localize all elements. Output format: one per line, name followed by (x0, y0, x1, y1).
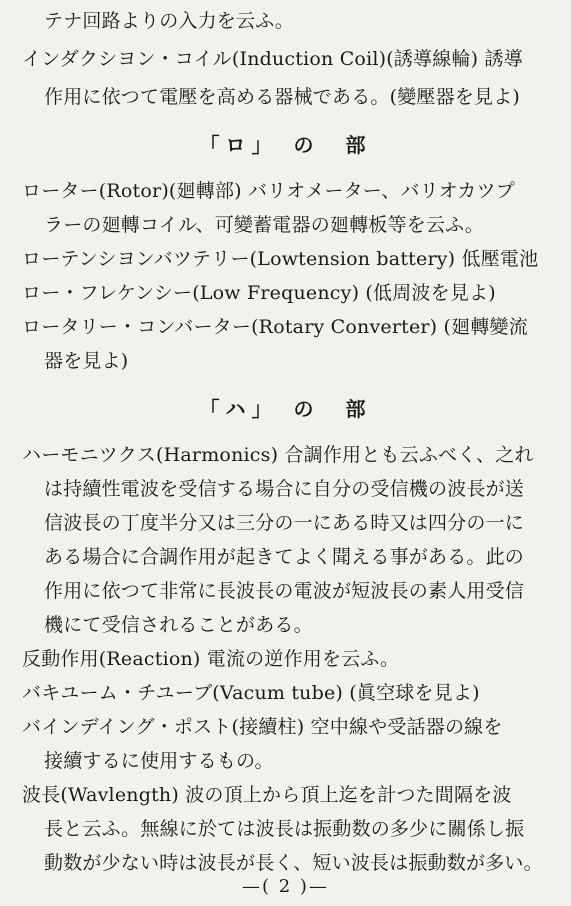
entry-line: 作用に依つて電壓を高める器械である。(變壓器を見よ) (44, 86, 521, 108)
entry-line: バキユーム・チユーブ(Vacum tube) (眞空球を見よ) (22, 682, 480, 704)
entry-line: は持續性電波を受信する場合に自分の受信機の波長が送 (44, 478, 525, 500)
entry-line: 動数が少ない時は波長が長く、短い波長は振動数が多い。 (44, 852, 543, 874)
entry-line: 接續するに使用するもの。 (44, 750, 274, 772)
page-number: —( 2 )— (242, 876, 329, 897)
continuation-text: テナ回路よりの入力を云ふ。 (44, 10, 294, 32)
entry-line: ハーモニツクス(Harmonics) 合調作用とも云ふべく、之れ (22, 444, 534, 466)
entry-line: バインデイング・ポスト(接續柱) 空中線や受話器の線を (22, 716, 503, 738)
entry-line: 作用に依つて非常に長波長の電波が短波長の素人用受信 (44, 580, 525, 602)
entry-line: ローター(Rotor)(廻轉部) バリオメーター、バリオカツプ (22, 180, 515, 202)
entry-line: インダクシヨン・コイル(Induction Coil)(誘導線輪) 誘導 (22, 48, 523, 70)
section-heading-ro: 「ロ」 の 部 (199, 133, 372, 157)
entry-line: 信波長の丁度半分又は三分の一にある時又は四分の一に (44, 512, 525, 534)
entry-line: 長と云ふ。無線に於ては波長は振動数の多少に關係し振 (44, 818, 525, 840)
entry-line: 機にて受信されることがある。 (44, 614, 313, 636)
entry-line: ロー・フレケンシー(Low Frequency) (低周波を見よ) (22, 282, 496, 304)
entry-line: ロータリー・コンバーター(Rotary Converter) (廻轉變流 (22, 316, 528, 338)
entry-line: ローテンシヨンバツテリー(Lowtension battery) 低壓電池 (22, 248, 539, 270)
entry-line: 波長(Wavlength) 波の頂上から頂上迄を計つた間隔を波 (22, 784, 512, 806)
entry-line: ラーの廻轉コイル、可變蓄電器の廻轉板等を云ふ。 (44, 214, 484, 236)
section-heading-ha: 「ハ」 の 部 (199, 397, 372, 421)
entry-line: 器を見よ) (44, 350, 129, 372)
entry-line: 反動作用(Reaction) 電流の逆作用を云ふ。 (22, 648, 400, 670)
entry-line: ある場合に合調作用が起きてよく聞える事がある。此の (44, 546, 525, 568)
